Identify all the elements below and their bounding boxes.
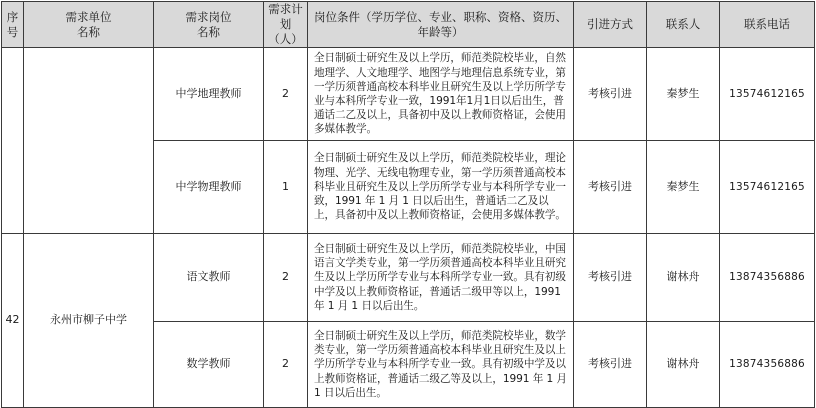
plan-cell: 2 <box>264 234 308 322</box>
position-cell: 语文教师 <box>154 234 264 322</box>
table-row <box>2 234 815 322</box>
contact-cell: 谢林舟 <box>647 322 720 408</box>
plan-cell: 2 <box>264 322 308 408</box>
recruitment-table <box>1 1 815 408</box>
contact-cell: 秦梦生 <box>647 141 720 234</box>
seq-cell: 42 <box>2 234 24 408</box>
contact-cell: 谢林舟 <box>647 234 720 322</box>
header-phone: 联系电话 <box>720 2 815 48</box>
unit-cell-empty <box>24 48 154 234</box>
header-contact: 联系人 <box>647 2 720 48</box>
header-seq: 序 号 <box>2 2 24 48</box>
position-cell: 中学物理教师 <box>154 141 264 234</box>
header-position: 需求岗位 名称 <box>154 2 264 48</box>
plan-cell: 2 <box>264 48 308 141</box>
conditions-cell: 全日制硕士研究生及以上学历，师范类院校毕业，数学类专业，第一学历须普通高校本科毕业且研究生及以上学历所学专业与本科所学专业一致。具有初级中学及以上教师资格证，普通话二级乙等及以上，1991 年 1 月 1 日以后出生。 <box>308 322 574 408</box>
phone-cell: 13874356886 <box>720 322 815 408</box>
phone-cell: 13874356886 <box>720 234 815 322</box>
conditions-cell: 全日制硕士研究生及以上学历，师范类院校毕业，理论物理、光学、无线电物理专业，第一学历须普通高校本科毕业且研究生及以上学历所学专业与本科所学专业一致，1991 年 1 月 1 日以后出生，普通话二乙及以上，具备初中及以上教师资格证，会使用多媒体教学。 <box>308 141 574 234</box>
conditions-cell: 全日制硕士研究生及以上学历，师范类院校毕业，中国语言文学类专业，第一学历须普通高校本科毕业且研究生及以上学历所学专业与本科所学专业一致。具有初级中学及以上教师资格证，普通话二级甲等以上，1991 年 1 月 1 日以后出生。 <box>308 234 574 322</box>
conditions-cell: 全日制硕士研究生及以上学历，师范类院校毕业，自然地理学、人文地理学、地图学与地理信息系统专业，第一学历须普通高校本科毕业且研究生及以上学历所学专业与本科所学专业一致，1991年1月1日以后出生，普通话二乙及以上，具备初中及以上教师资格证，会使用多媒体教学。 <box>308 48 574 141</box>
contact-cell: 秦梦生 <box>647 48 720 141</box>
table-row <box>2 48 815 141</box>
header-row <box>2 2 815 48</box>
method-cell: 考核引进 <box>574 322 647 408</box>
position-cell: 数学教师 <box>154 322 264 408</box>
header-method: 引进方式 <box>574 2 647 48</box>
seq-cell-empty <box>2 48 24 234</box>
phone-cell: 13574612165 <box>720 141 815 234</box>
method-cell: 考核引进 <box>574 234 647 322</box>
header-conditions: 岗位条件（学历学位、专业、职称、资格、资历、 年龄等） <box>308 2 574 48</box>
method-cell: 考核引进 <box>574 48 647 141</box>
unit-cell: 永州市柳子中学 <box>24 234 154 408</box>
method-cell: 考核引进 <box>574 141 647 234</box>
header-plan: 需求计划 （人） <box>264 2 308 48</box>
phone-cell: 13574612165 <box>720 48 815 141</box>
position-cell: 中学地理教师 <box>154 48 264 141</box>
plan-cell: 1 <box>264 141 308 234</box>
header-unit: 需求单位 名称 <box>24 2 154 48</box>
